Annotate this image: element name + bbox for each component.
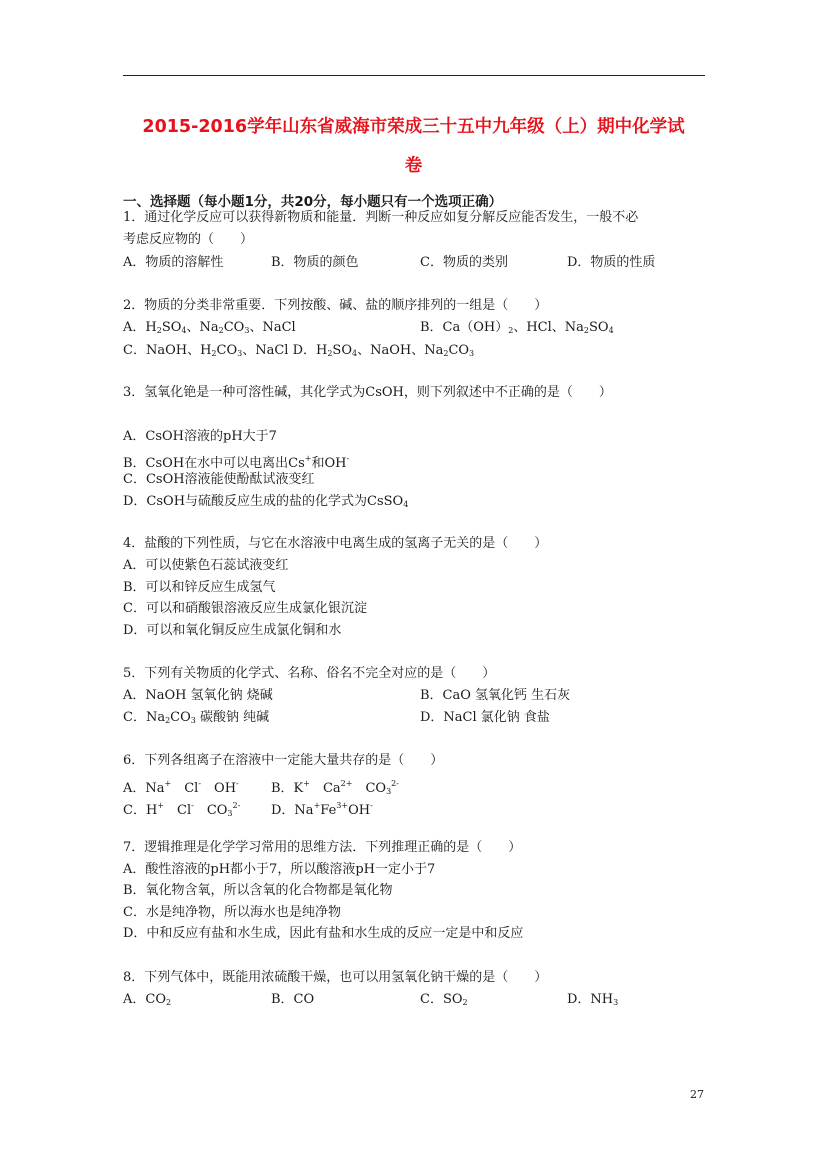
question-4-stem: 4．盐酸的下列性质，与它在水溶液中电离生成的氢离子无关的是（ ）	[123, 536, 548, 551]
question-1-stem-line2: 考虑反应物的（ ）	[123, 232, 254, 247]
exam-title-line1: 2015-2016学年山东省威海市荣成三十五中九年级（上）期中化学试	[142, 117, 685, 137]
q6-option-d: D．$Na^+Fe^{3+}OH^-$	[271, 801, 373, 818]
q5-option-c: C．$Na_2CO_3$ 碳酸钠 纯碱	[123, 710, 270, 725]
q7-option-b: B．氧化物含氧，所以含氧的化合物都是氧化物	[123, 883, 393, 898]
q2-option-c-d: C．NaOH、$H_2CO_3$、NaCl D．$H_2SO_4$、NaOH、$Na_2CO_3$	[123, 343, 475, 358]
question-3-stem: 3．氢氧化铯是一种可溶性碱，其化学式为CsOH，则下列叙述中不正确的是（ ）	[123, 385, 612, 400]
q1-option-a: A．物质的溶解性	[123, 255, 224, 270]
q8-option-d: D．$NH_3$	[567, 992, 619, 1007]
exam-title-line2: 卷	[404, 156, 423, 176]
q4-option-d: D．可以和氧化铜反应生成氯化铜和水	[123, 623, 342, 638]
q8-option-c: C．$SO_2$	[420, 992, 468, 1007]
q7-option-a: A．酸性溶液的pH都小于7，所以酸溶液pH一定小于7	[123, 862, 436, 877]
question-8-stem: 8．下列气体中，既能用浓硫酸干燥，也可以用氢氧化钠干燥的是（ ）	[123, 970, 548, 985]
q4-option-c: C．可以和硝酸银溶液反应生成氯化银沉淀	[123, 601, 367, 616]
section-heading: 一、选择题（每小题1分，共20分，每小题只有一个选项正确）	[123, 194, 503, 210]
q4-option-a: A．可以使紫色石蕊试液变红	[123, 558, 289, 573]
question-7-stem: 7．逻辑推理是化学学习常用的思维方法．下列推理正确的是（ ）	[123, 840, 522, 855]
q6-option-a: A．Na+ Cl- OH-	[123, 779, 239, 796]
q3-option-d: D．CsOH与硫酸反应生成的盐的化学式为CsSO$_4$	[123, 494, 409, 509]
q1-option-c: C．物质的类别	[420, 255, 508, 270]
q6-option-b: B．K+ $Ca^{2+}$ $CO_3^{2-}$	[271, 779, 399, 796]
q8-option-a: A．$CO_2$	[123, 992, 172, 1007]
question-5-stem: 5．下列有关物质的化学式、名称、俗名不完全对应的是（ ）	[123, 666, 496, 681]
q3-option-a: A．CsOH溶液的pH大于7	[123, 429, 277, 444]
q2-option-a: A．$H_2SO_4$、$Na_2CO_3$、NaCl	[123, 320, 296, 335]
q2-option-b: B．$Ca(OH)_2$、HCl、$Na_2SO_4$	[420, 320, 614, 335]
page-number: 27	[690, 1088, 704, 1101]
q6-option-c: C．H+ Cl- $CO_3^{2-}$	[123, 801, 241, 818]
q7-option-d: D．中和反应有盐和水生成，因此有盐和水生成的反应一定是中和反应	[123, 926, 524, 941]
q3-option-c: C．CsOH溶液能使酚酞试液变红	[123, 472, 315, 487]
q8-option-b: B．CO	[271, 992, 315, 1007]
q5-option-b: B．CaO 氢氧化钙 生石灰	[420, 688, 571, 703]
q4-option-b: B．可以和锌反应生成氢气	[123, 580, 276, 595]
q1-option-b: B．物质的颜色	[271, 255, 359, 270]
q5-option-a: A．NaOH 氢氧化钠 烧碱	[123, 688, 273, 703]
header-rule	[123, 75, 705, 76]
q1-option-d: D．物质的性质	[567, 255, 656, 270]
question-1-stem-line1: 1．通过化学反应可以获得新物质和能量．判断一种反应如复分解反应能否发生，一般不必	[123, 210, 639, 225]
q7-option-c: C．水是纯净物，所以海水也是纯净物	[123, 905, 341, 920]
q3-option-b: B．CsOH在水中可以电离出Cs+和OH-	[123, 454, 350, 471]
q5-option-d: D．NaCl 氯化钠 食盐	[420, 710, 550, 725]
question-6-stem: 6．下列各组离子在溶液中一定能大量共存的是（ ）	[123, 753, 444, 768]
question-2-stem: 2．物质的分类非常重要．下列按酸、碱、盐的顺序排列的一组是（ ）	[123, 298, 548, 313]
